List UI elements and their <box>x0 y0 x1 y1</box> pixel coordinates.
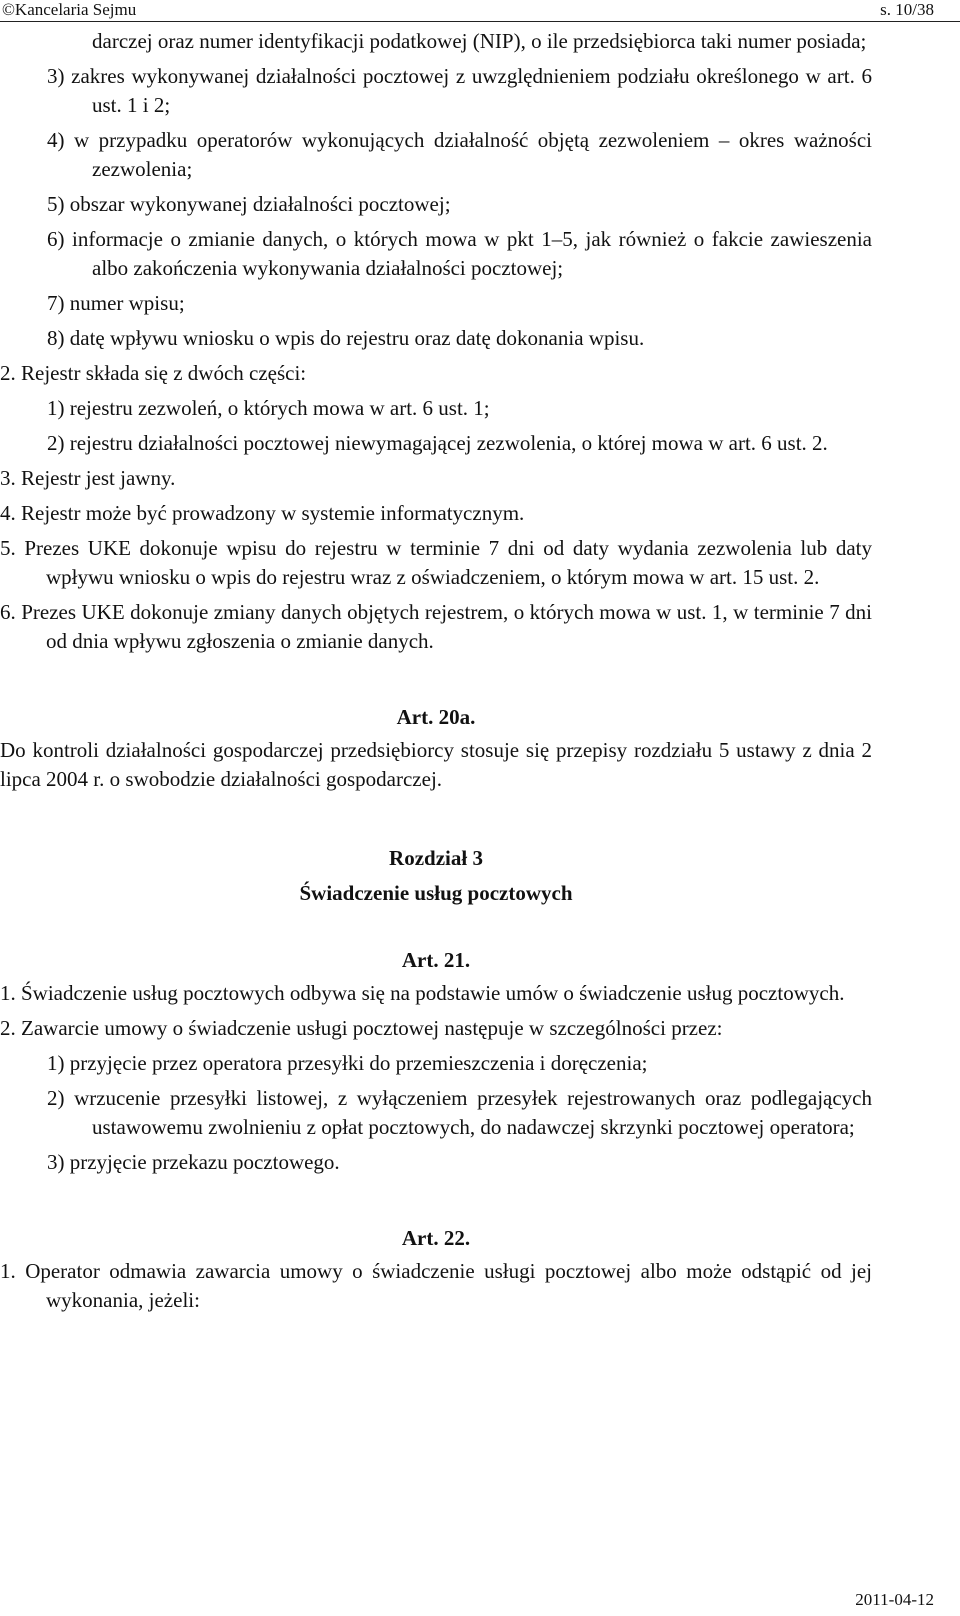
article-heading: Art. 21. <box>401 948 471 972</box>
numbered-paragraph: 2. Rejestr składa się z dwóch części: <box>0 361 307 385</box>
numbered-paragraph: 1. Świadczenie usług pocztowych odbywa się na podstawie umów o świadczenie usług pocztowych. <box>0 981 845 1005</box>
list-item: 4) w przypadku operatorów wykonujących działalność objętą zezwoleniem – okres ważności zezwolenia; <box>47 128 872 181</box>
header-source: ©Kancelaria Sejmu <box>2 0 137 19</box>
header-page-number: s. 10/38 <box>880 0 934 19</box>
numbered-paragraph: 3. Rejestr jest jawny. <box>0 466 176 490</box>
article-heading: Art. 20a. <box>396 705 476 729</box>
list-item: 1) rejestru zezwoleń, o których mowa w art. 6 ust. 1; <box>47 396 490 420</box>
list-item: 2) wrzucenie przesyłki listowej, z wyłączeniem przesyłek rejestrowanych oraz podlegających ustawowemu zwolnieniu z opłat pocztowych, do nadawczej skrzynki pocztowej operatora; <box>47 1086 872 1139</box>
list-item: 8) datę wpływu wniosku o wpis do rejestru oraz datę dokonania wpisu. <box>47 326 645 350</box>
numbered-paragraph: 6. Prezes UKE dokonuje zmiany danych objętych rejestrem, o których mowa w ust. 1, w terminie 7 dni od dnia wpływu zgłoszenia o zmianie danych. <box>0 600 872 653</box>
article-heading: Art. 22. <box>401 1226 471 1250</box>
paragraph: Do kontroli działalności gospodarczej przedsiębiorcy stosuje się przepisy rozdziału 5 ustawy z dnia 2 lipca 2004 r. o swobodzie działalności gospodarczej. <box>0 738 872 791</box>
chapter-title: Świadczenie usług pocztowych <box>299 881 573 905</box>
list-item: 5) obszar wykonywanej działalności pocztowej; <box>47 192 451 216</box>
footer-date: 2011-04-12 <box>855 1590 934 1609</box>
numbered-paragraph: 4. Rejestr może być prowadzony w systemie informatycznym. <box>0 501 525 525</box>
document-body <box>0 27 872 1321</box>
chapter-number: Rozdział 3 <box>389 846 483 870</box>
list-item: 3) zakres wykonywanej działalności pocztowej z uwzględnieniem podziału określonego w art. 6 ust. 1 i 2; <box>47 64 872 117</box>
numbered-paragraph: 2. Zawarcie umowy o świadczenie usługi pocztowej następuje w szczególności przez: <box>0 1016 723 1040</box>
paragraph: darczej oraz numer identyfikacji podatkowej (NIP), o ile przedsiębiorca taki numer posiada; <box>92 29 867 53</box>
list-item: 7) numer wpisu; <box>47 291 185 315</box>
list-item: 3) przyjęcie przekazu pocztowego. <box>47 1150 340 1174</box>
list-item: 6) informacje o zmianie danych, o których mowa w pkt 1–5, jak również o fakcie zawieszenia albo zakończenia wykonywania działalności pocztowej; <box>47 227 872 280</box>
numbered-paragraph: 5. Prezes UKE dokonuje wpisu do rejestru w terminie 7 dni od daty wydania zezwolenia lub daty wpływu wniosku o wpis do rejestru wraz z oświadczeniem, o którym mowa w art. 15 ust. 2. <box>0 536 872 589</box>
list-item: 1) przyjęcie przez operatora przesyłki do przemieszczenia i doręczenia; <box>47 1051 648 1075</box>
numbered-paragraph: 1. Operator odmawia zawarcia umowy o świadczenie usługi pocztowej albo może odstąpić od jej wykonania, jeżeli: <box>0 1259 872 1312</box>
header-rule <box>0 21 960 22</box>
list-item: 2) rejestru działalności pocztowej niewymagającej zezwolenia, o której mowa w art. 6 ust. 2. <box>47 431 828 455</box>
